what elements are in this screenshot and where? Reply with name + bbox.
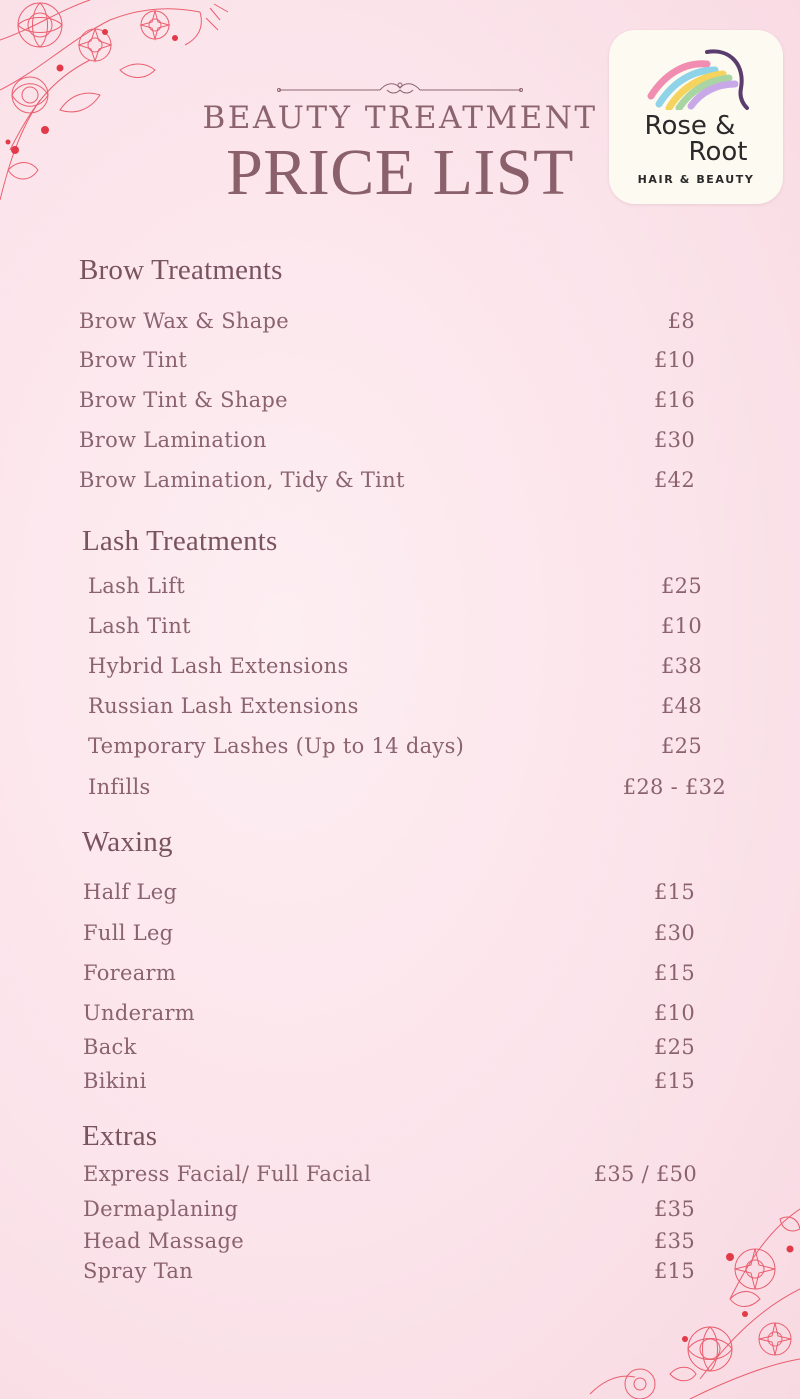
price-row: [83, 921, 695, 951]
treatment-price: £38: [661, 654, 702, 678]
price-row: [88, 734, 702, 764]
price-row: [83, 1001, 695, 1031]
treatment-price: £16: [654, 388, 695, 412]
logo-tagline: HAIR & BEAUTY: [637, 173, 755, 186]
treatment-name: Bikini: [83, 1069, 147, 1093]
price-row: [88, 614, 702, 644]
treatment-price: £30: [654, 428, 695, 452]
price-row: [83, 1229, 695, 1259]
rainbow-hair-icon: [645, 44, 749, 110]
treatment-name: Back: [83, 1035, 137, 1059]
treatment-price: £10: [654, 348, 695, 372]
page-subtitle: BEAUTY TREATMENT: [202, 100, 598, 136]
treatment-price: £35 / £50: [593, 1162, 697, 1186]
price-row: [79, 309, 695, 339]
treatment-name: Brow Wax & Shape: [79, 309, 290, 333]
treatment-price: £48: [661, 694, 702, 718]
logo-name-line2: Root: [688, 137, 748, 167]
treatment-price: £28 - £32: [622, 775, 726, 799]
price-row: [88, 574, 702, 604]
treatment-name: Dermaplaning: [83, 1197, 239, 1221]
treatment-name: Half Leg: [83, 880, 178, 904]
treatment-price: £35: [654, 1197, 695, 1221]
price-row: [88, 694, 702, 724]
treatment-price: £15: [654, 961, 695, 985]
price-row: [83, 1069, 695, 1099]
treatment-name: Russian Lash Extensions: [88, 694, 359, 718]
treatment-price: £10: [654, 1001, 695, 1025]
price-row: [83, 1259, 695, 1289]
treatment-price: £25: [654, 1035, 695, 1059]
treatment-price: £25: [661, 734, 702, 758]
price-row: [79, 468, 695, 498]
treatment-name: Spray Tan: [83, 1259, 194, 1283]
treatment-name: Infills: [88, 775, 151, 799]
treatment-price: £8: [667, 309, 695, 333]
treatment-price: £15: [654, 1259, 695, 1283]
price-row: [79, 348, 695, 378]
treatment-name: Express Facial/ Full Facial: [83, 1162, 372, 1186]
treatment-price: £35: [654, 1229, 695, 1253]
header: [200, 78, 600, 208]
section-title-lash: Lash Treatments: [82, 525, 278, 557]
treatment-price: £42: [654, 468, 695, 492]
treatment-name: Lash Lift: [88, 574, 186, 598]
brand-logo: [609, 30, 783, 204]
treatment-price: £25: [661, 574, 702, 598]
treatment-name: Brow Tint: [79, 348, 188, 372]
treatment-name: Brow Lamination, Tidy & Tint: [79, 468, 405, 492]
logo-name-line1: Rose &: [644, 111, 736, 141]
price-row: [79, 388, 695, 418]
treatment-name: Hybrid Lash Extensions: [88, 654, 349, 678]
treatment-name: Forearm: [83, 961, 177, 985]
treatment-name: Brow Lamination: [79, 428, 267, 452]
treatment-name: Head Massage: [83, 1229, 244, 1253]
price-row: [88, 654, 702, 684]
treatment-name: Lash Tint: [88, 614, 191, 638]
price-row: [83, 1197, 695, 1227]
section-title-waxing: Waxing: [82, 826, 173, 858]
section-title-brow: Brow Treatments: [79, 254, 283, 286]
treatment-name: Brow Tint & Shape: [79, 388, 288, 412]
price-row: [83, 1035, 695, 1065]
treatment-price: £10: [661, 614, 702, 638]
treatment-name: Underarm: [83, 1001, 196, 1025]
section-title-extras: Extras: [82, 1120, 158, 1152]
price-row: [83, 961, 695, 991]
price-row: [88, 775, 726, 805]
treatment-price: £30: [654, 921, 695, 945]
treatment-price: £15: [654, 880, 695, 904]
ornament-divider-icon: [275, 78, 525, 98]
treatment-name: Temporary Lashes (Up to 14 days): [88, 734, 465, 758]
price-row: [83, 880, 695, 910]
treatment-price: £15: [654, 1069, 695, 1093]
price-row: [83, 1162, 697, 1192]
price-row: [79, 428, 695, 458]
page-title: PRICE LIST: [226, 136, 574, 209]
treatment-name: Full Leg: [83, 921, 174, 945]
